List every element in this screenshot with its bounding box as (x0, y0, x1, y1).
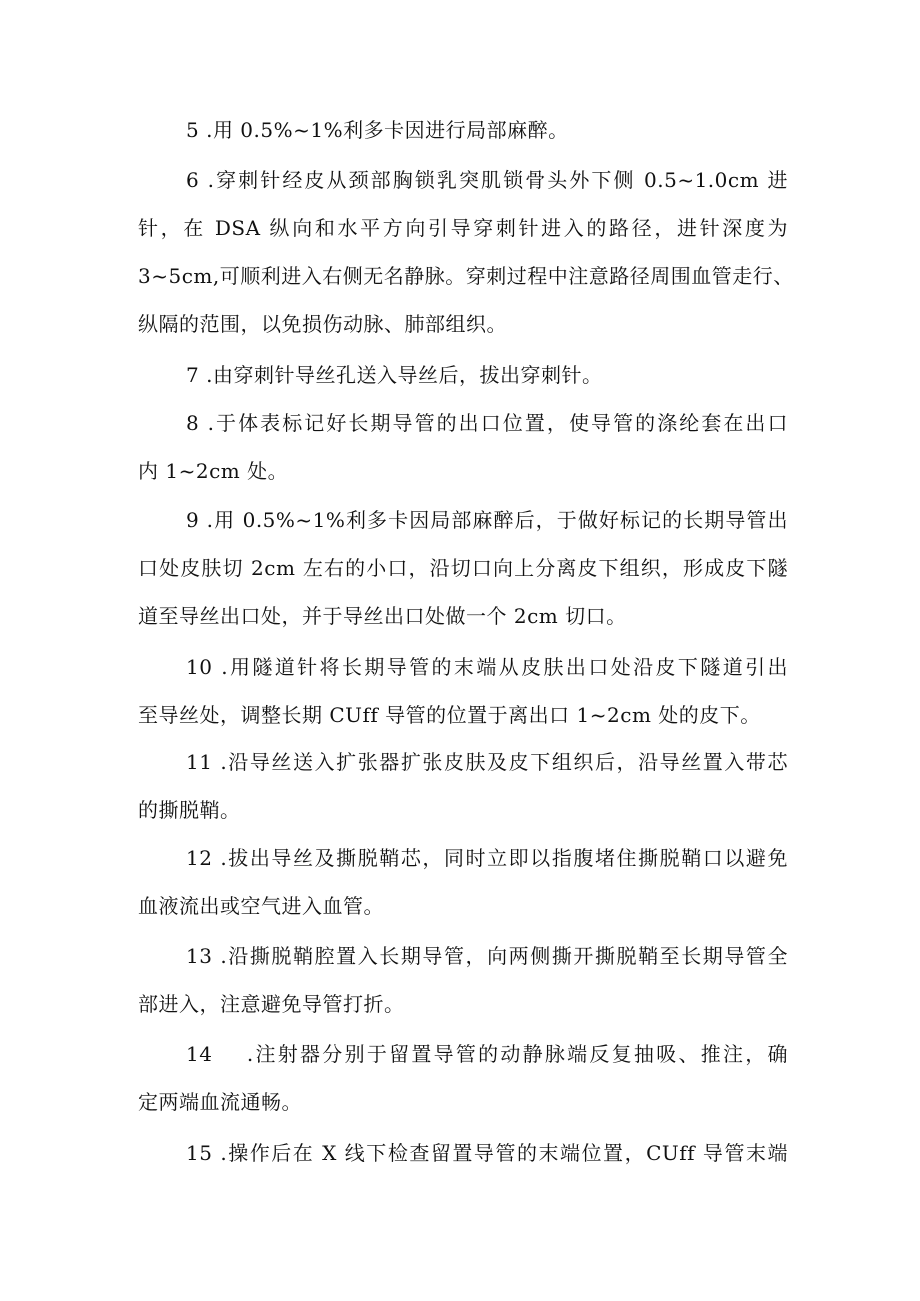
text-line: 内 1~2cm 处。 (138, 459, 289, 483)
text-line: 定两端血流通畅。 (138, 1090, 302, 1114)
text-line: 血液流出或空气进入血管。 (138, 894, 384, 918)
text-line: 部进入，注意避免导管打折。 (138, 992, 405, 1016)
paragraph-step-11 (138, 738, 788, 834)
text-line: 10 .用隧道针将长期导管的末端从皮肤出口处沿皮下隧道引出 (186, 655, 788, 679)
paragraph-step-9 (138, 496, 788, 640)
paragraph-step-8 (138, 399, 788, 495)
paragraph-step-14 (138, 1030, 788, 1126)
paragraph-step-15 (138, 1129, 788, 1177)
text-line: 3~5cm,可顺利进入右侧无名静脉。穿刺过程中注意路径周围血管走行、 (138, 264, 794, 288)
text-line: 6 .穿刺针经皮从颈部胸锁乳突肌锁骨头外下侧 0.5~1.0cm 进 (186, 168, 788, 192)
text-line: 针，在 DSA 纵向和水平方向引导穿刺针进入的路径，进针深度为 (138, 216, 788, 240)
text-line: 14 .注射器分别于留置导管的动静脉端反复抽吸、推注，确 (186, 1042, 788, 1066)
text-line: 至导丝处，调整长期 CUff 导管的位置于离出口 1~2cm 处的皮下。 (138, 703, 761, 727)
text-line: 11 .沿导丝送入扩张器扩张皮肤及皮下组织后，沿导丝置入带芯 (186, 750, 788, 774)
text-line: 13 .沿撕脱鞘腔置入长期导管，向两侧撕开撕脱鞘至长期导管全 (186, 944, 788, 968)
paragraph-step-12 (138, 834, 788, 930)
text-line: 口处皮肤切 2cm 左右的小口，沿切口向上分离皮下组织，形成皮下隧 (138, 556, 788, 580)
paragraph-step-7 (138, 351, 788, 399)
text-line: 的撕脱鞘。 (138, 798, 241, 822)
text-line: 8 .于体表标记好长期导管的出口位置，使导管的涤纶套在出口 (186, 411, 788, 435)
text-line: 道至导丝出口处，并于导丝出口处做一个 2cm 切口。 (138, 604, 627, 628)
text-line: 7 .由穿刺针导丝孔送入导丝后，拔出穿刺针。 (186, 363, 603, 387)
text-line: 5 .用 0.5%~1%利多卡因进行局部麻醉。 (186, 118, 569, 142)
paragraph-step-6 (138, 156, 794, 348)
paragraph-step-13 (138, 932, 788, 1028)
text-line: 15 .操作后在 X 线下检查留置导管的末端位置，CUff 导管末端 (186, 1141, 788, 1165)
paragraph-step-5 (138, 106, 788, 154)
text-line: 12 .拔出导丝及撕脱鞘芯，同时立即以指腹堵住撕脱鞘口以避免 (186, 846, 788, 870)
paragraph-step-10 (138, 643, 788, 739)
text-line: 纵隔的范围，以免损伤动脉、肺部组织。 (138, 312, 507, 336)
text-line: 9 .用 0.5%~1%利多卡因局部麻醉后，于做好标记的长期导管出 (186, 508, 788, 532)
